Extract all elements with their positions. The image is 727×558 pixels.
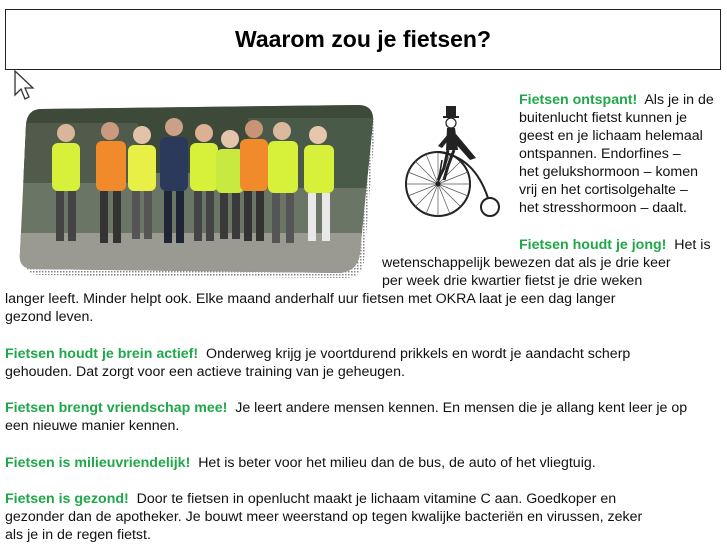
paragraph-line: het stresshormoon – daalt. <box>519 200 687 216</box>
paragraph-heading: Fietsen houdt je brein actief! <box>5 346 199 362</box>
paragraph-line: langer leeft. Minder helpt ook. Elke maand anderhalf uur fietsen met OKRA laat je een dag langer <box>5 291 616 307</box>
paragraph-line: gehouden. Dat zorgt voor een actieve training van je geheugen. <box>5 364 405 380</box>
paragraph-gezond <box>5 490 642 544</box>
page-title: Waarom zou je fietsen? <box>5 9 721 70</box>
paragraph-heading: Fietsen is gezond! <box>5 491 129 507</box>
paragraph-line: Het is <box>674 237 711 253</box>
paragraph-line: Je leert andere mensen kennen. En mensen die je allang kent leer je op <box>235 400 688 416</box>
paragraph-line: Als je in de <box>644 92 714 108</box>
paragraph-line: ontspannen. Endorfines – <box>519 146 681 162</box>
paragraph-line: Onderweg krijg je voortdurend prikkels en wordt je aandacht scherp <box>206 346 631 362</box>
penny-farthing-icon <box>402 104 508 226</box>
paragraph-line: wetenschappelijk bewezen dat als je drie keer <box>382 255 671 271</box>
paragraph-heading: Fietsen houdt je jong! <box>519 237 667 253</box>
paragraph-milieu <box>5 454 596 472</box>
paragraph-brein <box>5 345 630 381</box>
paragraph-ontspant <box>519 91 714 217</box>
paragraph-heading: Fietsen is milieuvriendelijk! <box>5 455 191 471</box>
paragraph-vriendschap <box>5 399 687 435</box>
paragraph-heading: Fietsen ontspant! <box>519 92 638 108</box>
paragraph-heading: Fietsen brengt vriendschap mee! <box>5 400 228 416</box>
paragraph-jong-line-1 <box>519 236 711 254</box>
paragraph-line: een nieuwe manier kennen. <box>5 418 180 434</box>
paragraph-line: Door te fietsen in openlucht maakt je lichaam vitamine C aan. Goedkoper en <box>136 491 617 507</box>
mouse-cursor-icon <box>14 70 36 102</box>
paragraph-line: geest en je lichaam helemaal <box>519 128 703 144</box>
group-photo <box>18 103 376 279</box>
paragraph-line: per week drie kwartier fietst je drie weken <box>382 273 643 289</box>
paragraph-line: gezonder dan de apotheker. Je bouwt meer weerstand op tegen kwalijke bacteriën en virussen, zeker <box>5 509 643 525</box>
paragraph-line: buitenlucht fietst kunnen je <box>519 110 687 126</box>
paragraph-line: als je in de regen fietst. <box>5 527 151 543</box>
paragraph-line: Het is beter voor het milieu dan de bus, de auto of het vliegtuig. <box>198 455 596 471</box>
paragraph-line: het gelukshormoon – komen <box>519 164 699 180</box>
paragraph-line: vrij en het cortisolgehalte – <box>519 182 688 198</box>
paragraph-line: gezond leven. <box>5 309 94 325</box>
